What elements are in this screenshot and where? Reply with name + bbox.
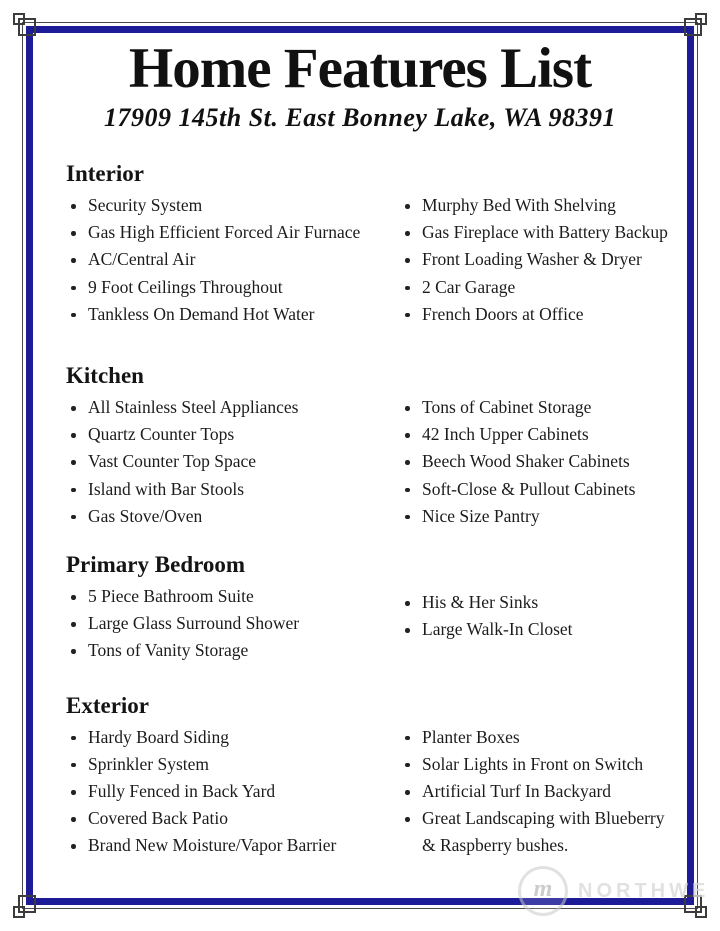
feature-item: French Doors at Office [400, 301, 679, 328]
section-heading-primary-bedroom: Primary Bedroom [66, 552, 246, 578]
feature-list-left [66, 394, 400, 530]
feature-item: 5 Piece Bathroom Suite [66, 583, 400, 610]
feature-list-right [400, 724, 679, 860]
section-columns [66, 724, 679, 860]
section-heading-exterior: Exterior [66, 692, 150, 718]
feature-item: Artificial Turf In Backyard [400, 778, 679, 805]
section-primary-bedroom [33, 550, 687, 665]
feature-item: Nice Size Pantry [400, 503, 679, 530]
feature-list-left [66, 724, 400, 860]
feature-item: All Stainless Steel Appliances [66, 394, 400, 421]
section-kitchen [33, 361, 687, 530]
feature-item: Covered Back Patio [66, 805, 400, 832]
feature-list-left [66, 583, 400, 665]
feature-item: Gas High Efficient Forced Air Furnace [66, 219, 400, 246]
feature-item: Large Glass Surround Shower [66, 610, 400, 637]
feature-item: Sprinkler System [66, 751, 400, 778]
feature-item: Island with Bar Stools [66, 476, 400, 503]
feature-list-right [400, 394, 679, 530]
feature-list-left [66, 192, 400, 328]
corner-ornament-top-left [13, 13, 25, 25]
corner-ornament-bottom-left [18, 895, 36, 913]
feature-item: Great Landscaping with Blueberry & Raspberry bushes. [400, 805, 679, 859]
feature-item: Soft-Close & Pullout Cabinets [400, 476, 679, 503]
feature-item: Security System [66, 192, 400, 219]
feature-item: Tons of Vanity Storage [66, 637, 400, 664]
feature-item: Tankless On Demand Hot Water [66, 301, 400, 328]
feature-item: AC/Central Air [66, 246, 400, 273]
feature-item: 9 Foot Ceilings Throughout [66, 274, 400, 301]
corner-ornament-top-right [695, 13, 707, 25]
feature-list-right [400, 583, 679, 665]
flyer-content [33, 33, 687, 860]
feature-item: Front Loading Washer & Dryer [400, 246, 679, 273]
feature-item: Fully Fenced in Back Yard [66, 778, 400, 805]
watermark [518, 866, 709, 916]
feature-item: Vast Counter Top Space [66, 448, 400, 475]
section-columns [66, 583, 679, 665]
feature-item: Murphy Bed With Shelving [400, 192, 679, 219]
feature-item: Gas Stove/Oven [66, 503, 400, 530]
feature-item: His & Her Sinks [400, 589, 679, 616]
property-address: 17909 145th St. East Bonney Lake, WA 98391 [104, 103, 616, 132]
corner-ornament-bottom-right [684, 895, 702, 913]
corner-ornament-bottom-left [13, 906, 25, 918]
watermark-text: NORTHWE [578, 879, 710, 902]
page-title: Home Features List [128, 37, 592, 100]
section-columns [66, 192, 679, 328]
feature-item: 42 Inch Upper Cabinets [400, 421, 679, 448]
feature-item: Large Walk-In Closet [400, 616, 679, 643]
feature-item: Tons of Cabinet Storage [400, 394, 679, 421]
section-columns [66, 394, 679, 530]
feature-list-right [400, 192, 679, 328]
feature-item: Beech Wood Shaker Cabinets [400, 448, 679, 475]
feature-item: Gas Fireplace with Battery Backup [400, 219, 679, 246]
feature-item: Brand New Moisture/Vapor Barrier [66, 832, 400, 859]
watermark-logo-icon [518, 866, 568, 916]
section-exterior [33, 691, 687, 860]
section-interior [33, 159, 687, 328]
corner-ornament-bottom-right [695, 906, 707, 918]
feature-item: Planter Boxes [400, 724, 679, 751]
section-heading-interior: Interior [66, 161, 144, 186]
feature-item: Hardy Board Siding [66, 724, 400, 751]
section-heading-kitchen: Kitchen [66, 363, 144, 389]
watermark-logo-glyph: m [533, 875, 553, 902]
feature-item: Solar Lights in Front on Switch [400, 751, 679, 778]
feature-item: 2 Car Garage [400, 274, 679, 301]
feature-item: Quartz Counter Tops [66, 421, 400, 448]
